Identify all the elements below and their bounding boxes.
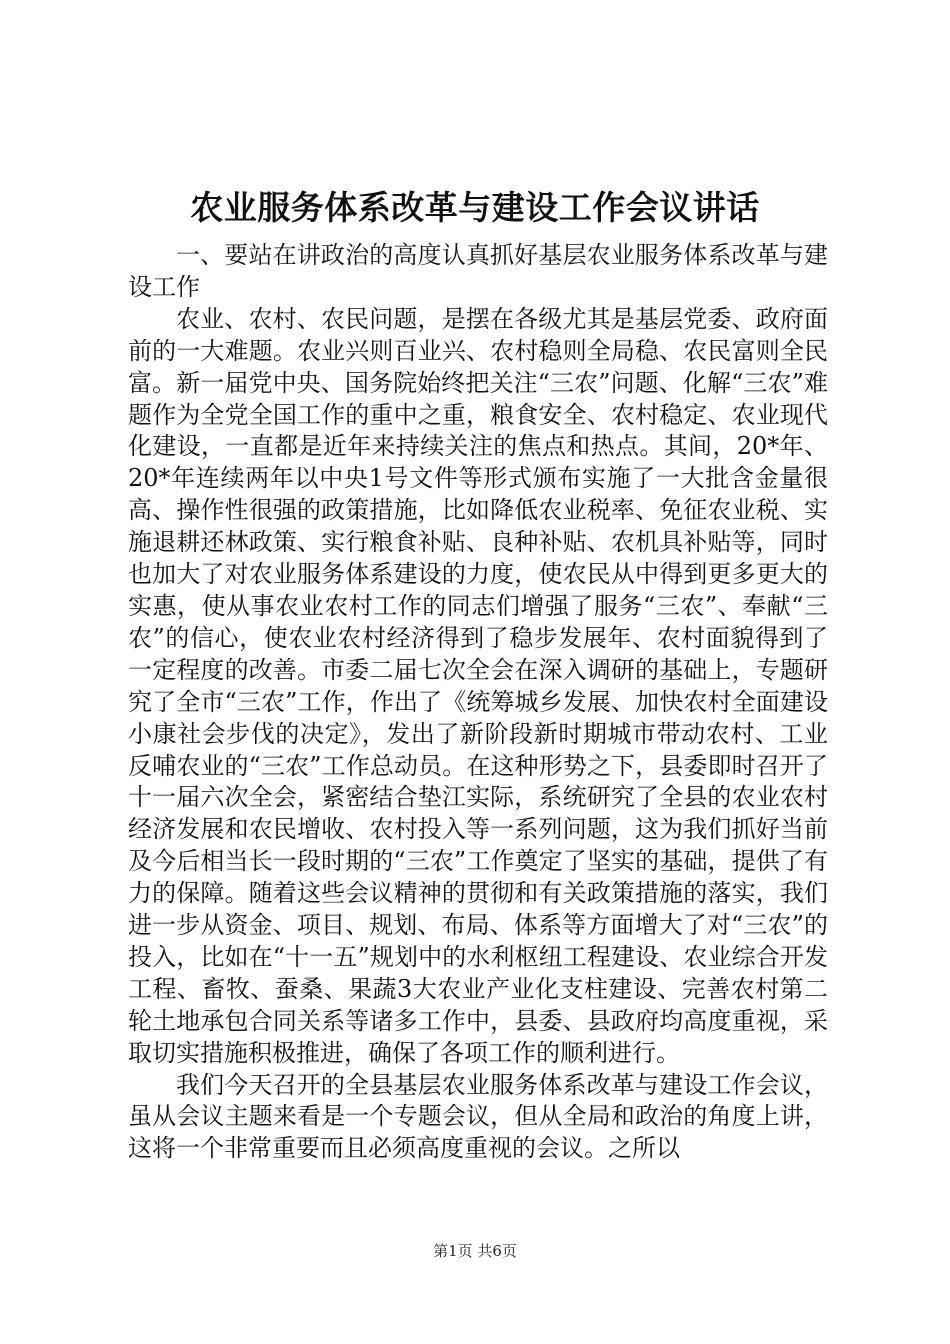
body-paragraph: 农业、农村、农民问题，是摆在各级尤其是基层党委、政府面前的一大难题。农业兴则百业兴、农村稳则全局稳、农民富则全民富。新一届党中央、国务院始终把关注“三农”问题、化解“三农”难题作为全党全国工作的重中之重，粮食安全、农村稳定、农业现代化建设，一直都是近年来持续关注的焦点和热点。其间，20*年、20*年连续两年以中央1号文件等形式颁布实施了一大批含金量很高、操作性很强的政策措施，比如降低农业税率、免征农业税、实施退耕还林政策、实行粮食补贴、良种补贴、农机具补贴等，同时也加大了对农业服务体系建设的力度，使农民从中得到更多更大的实惠，使从事农业农村工作的同志们增强了服务“三农”、奉献“三农”的信心，使农业农村经济得到了稳步发展年、农村面貌得到了一定程度的改善。市委二届七次全会在深入调研的基础上，专题研究了全市“三农”工作，作出了《统筹城乡发展、加快农村全面建设小康社会步伐的决定》，发出了新阶段新时期城市带动农村、工业反哺农业的“三农”工作总动员。在这种形势之下，县委即时召开了十一届六次全会，紧密结合垫江实际，系统研究了全县的农业农村经济发展和农民增收、农村投入等一系列问题，这为我们抓好当前及今后相当长一段时期的“三农”工作奠定了坚实的基础，提供了有力的保障。随着这些会议精神的贯彻和有关政策措施的落实，我们进一步从资金、项目、规划、布局、体系等方面增大了对“三农”的投入，比如在“十一五”规划中的水利枢纽工程建设、农业综合开发工程、畜牧、蚕桑、果蔬3大农业产业化支柱建设、完善农村第二轮土地承包合同关系等诸多工作中，县委、县政府均高度重视，采取切实措施积极推进，确保了各项工作的顺利进行。 xyxy=(128,304,828,1067)
document-body xyxy=(128,240,828,1165)
section-heading: 一、要站在讲政治的高度认真抓好基层农业服务体系改革与建设工作 xyxy=(128,241,828,301)
body-paragraph: 我们今天召开的全县基层农业服务体系改革与建设工作会议，虽从会议主题来看是一个专题会议，但从全局和政治的角度上讲，这将一个非常重要而且必须高度重视的会议。之所以 xyxy=(128,1070,828,1163)
page-footer: 第1页 共6页 xyxy=(433,1242,517,1260)
document-title: 农业服务体系改革与建设工作会议讲话 xyxy=(190,188,760,227)
